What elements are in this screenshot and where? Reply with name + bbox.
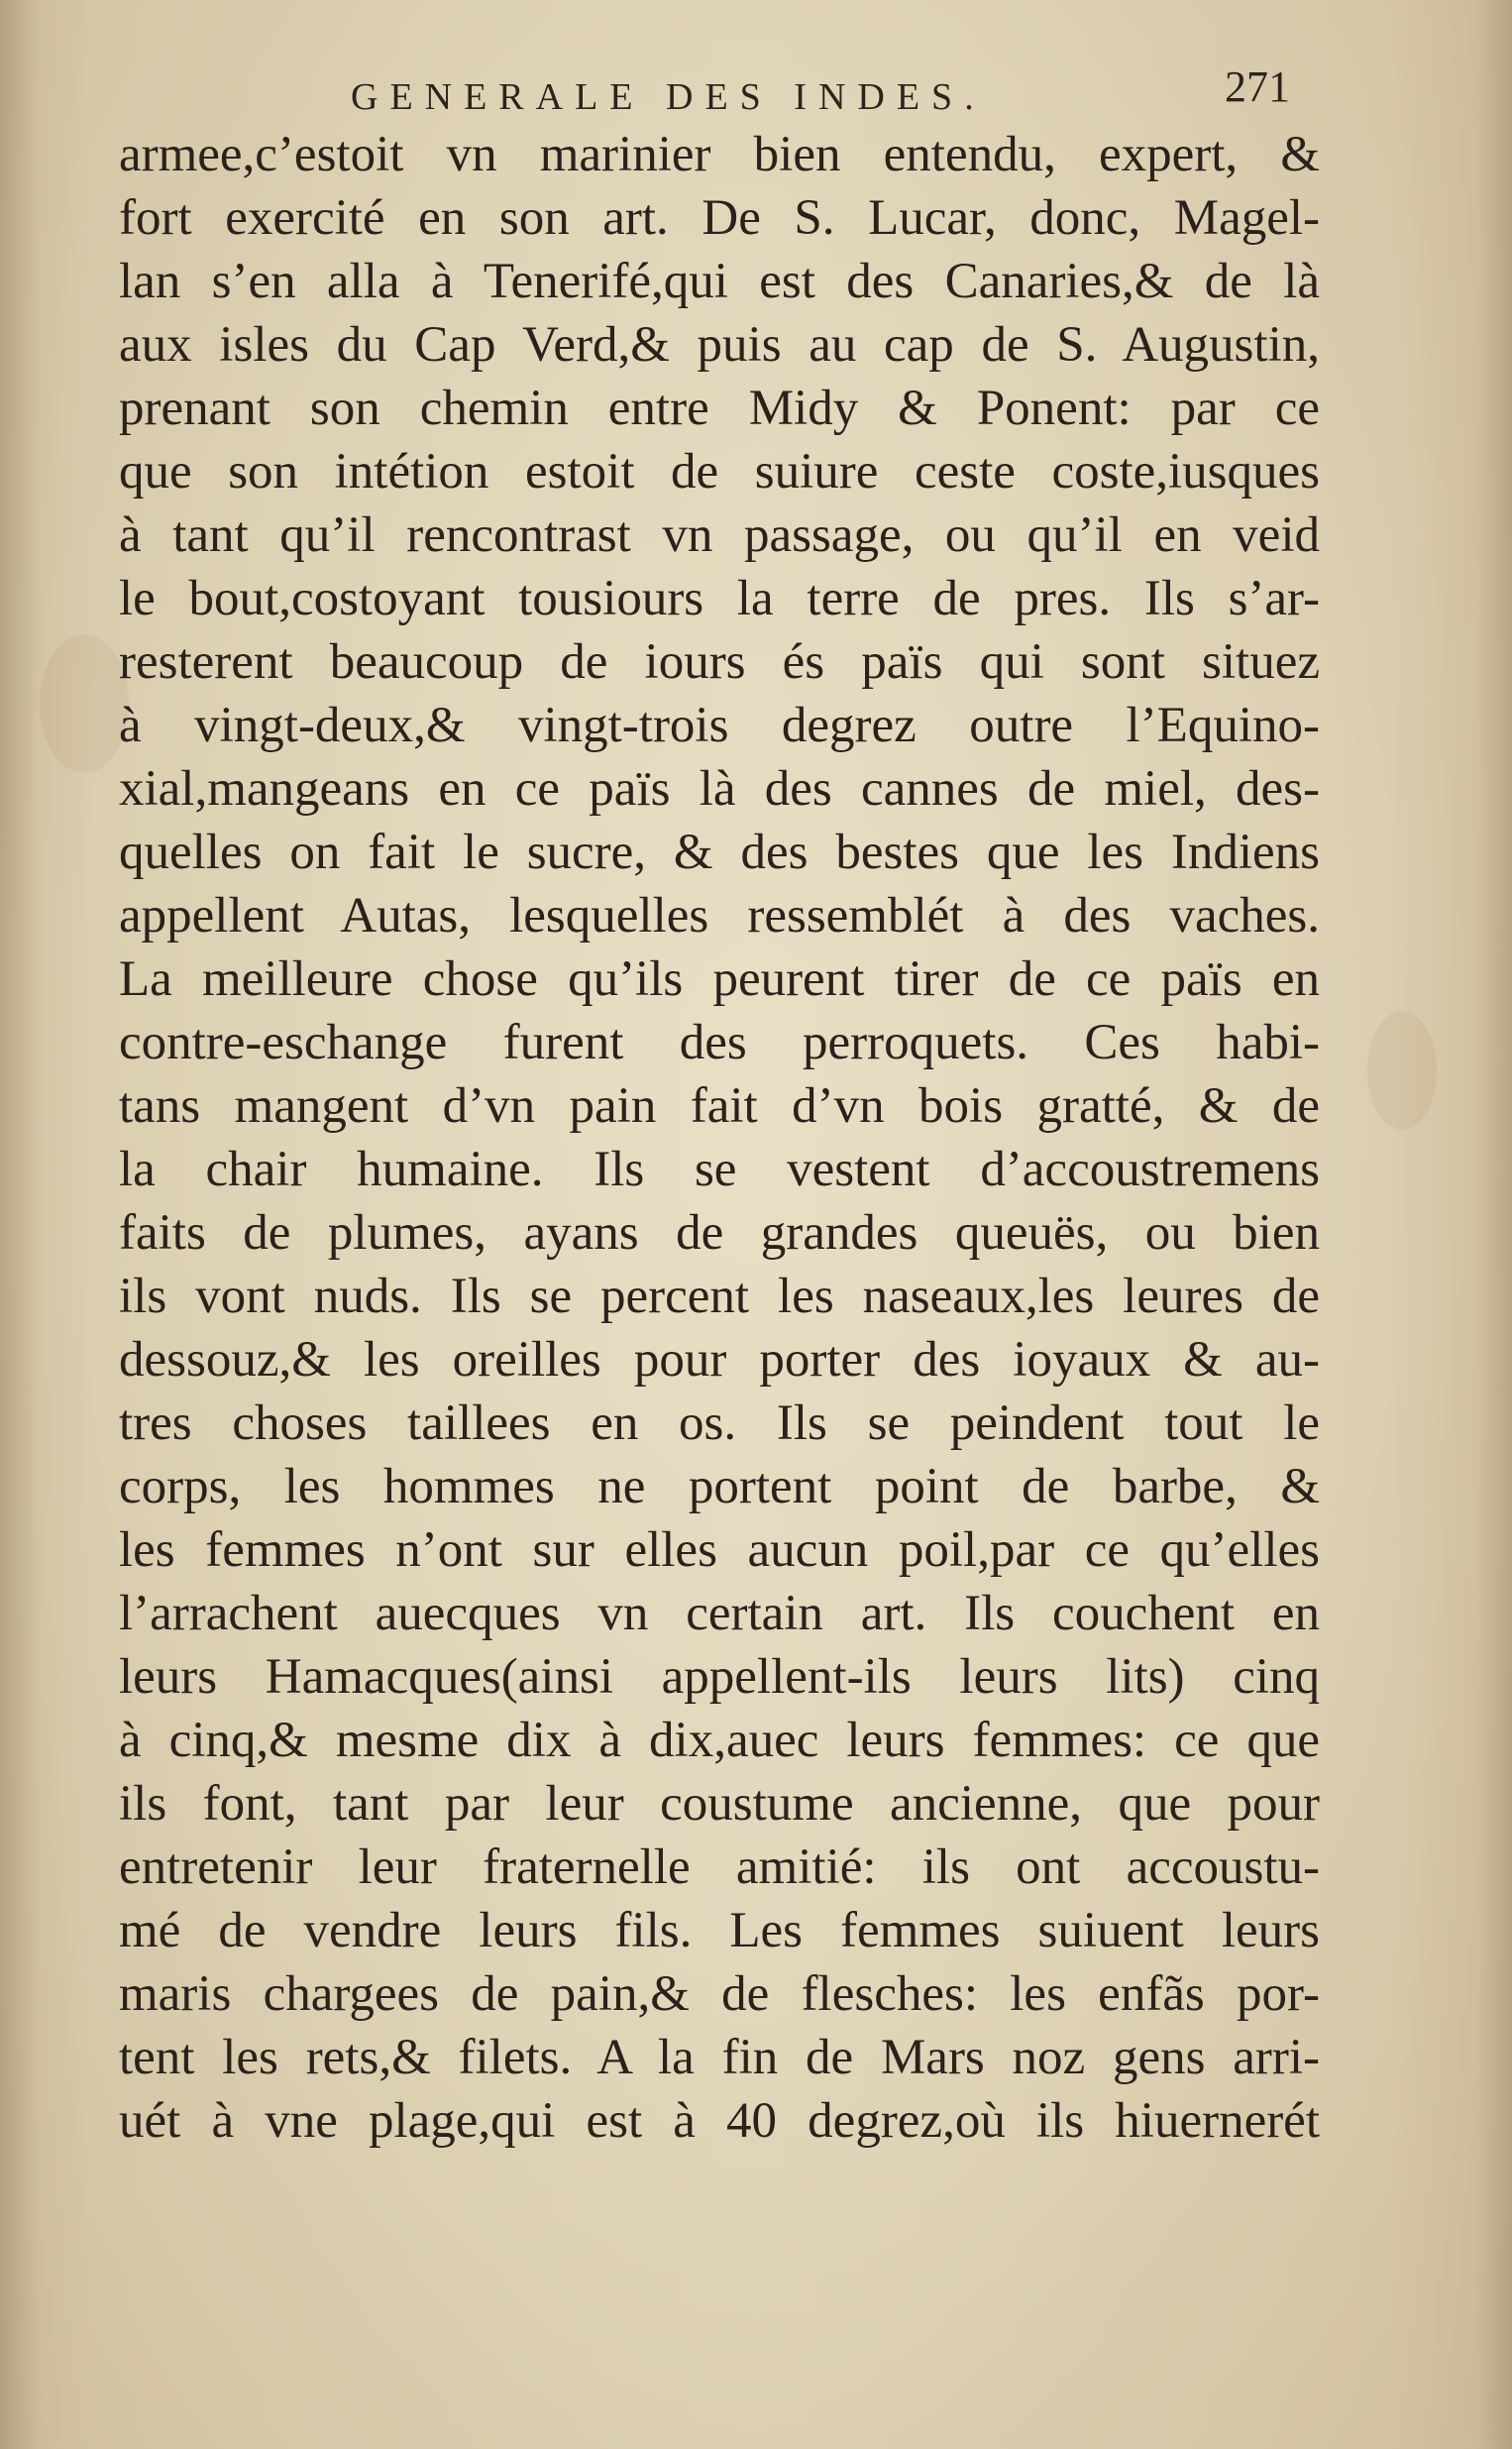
text-line: lan s’en alla à Tenerifé,qui est des Canaries,& de là xyxy=(119,254,1320,309)
page-gutter-shadow xyxy=(0,0,40,2449)
text-line: les femmes n’ont sur elles aucun poil,par ce qu’elles xyxy=(119,1522,1320,1578)
paper-stain xyxy=(40,634,129,773)
running-head: GENERALE DES INDES. xyxy=(351,76,986,118)
text-line: ils font, tant par leur coustume ancienne, que pour xyxy=(119,1776,1320,1832)
text-line: armee,c’estoit vn marinier bien entendu, expert, & xyxy=(119,127,1320,182)
text-line: ils vont nuds. Ils se percent les naseaux,les leures de xyxy=(119,1269,1320,1324)
text-line: tres choses taillees en os. Ils se peindent tout le xyxy=(119,1395,1320,1451)
text-line: à cinq,& mesme dix à dix,auec leurs femmes: ce que xyxy=(119,1713,1320,1768)
text-line: prenant son chemin entre Midy & Ponent: par ce xyxy=(119,381,1320,436)
page-number: 271 xyxy=(1225,62,1290,111)
text-line: tans mangent d’vn pain fait d’vn bois gratté, & de xyxy=(119,1078,1320,1134)
text-line: appellent Autas, lesquelles ressemblét à des vaches. xyxy=(119,888,1320,944)
text-line: le bout,costoyant tousiours la terre de pres. Ils s’ar- xyxy=(119,571,1320,626)
text-line: La meilleure chose qu’ils peurent tirer de ce païs en xyxy=(119,951,1320,1007)
text-line: uét à vne plage,qui est à 40 degrez,où ils hiuernerét xyxy=(119,2093,1320,2149)
text-line: faits de plumes, ayans de grandes queuës, ou bien xyxy=(119,1205,1320,1261)
body-text xyxy=(119,123,1320,2153)
text-line: corps, les hommes ne portent point de barbe, & xyxy=(119,1459,1320,1514)
text-line: resterent beaucoup de iours és païs qui sont situez xyxy=(119,634,1320,690)
text-line: tent les rets,& filets. A la fin de Mars noz gens arri- xyxy=(119,2030,1320,2085)
text-line: que son intétion estoit de suiure ceste coste,iusques xyxy=(119,444,1320,500)
text-line: aux isles du Cap Verd,& puis au cap de S. Augustin, xyxy=(119,317,1320,373)
text-line: à vingt-deux,& vingt-trois degrez outre l’Equino- xyxy=(119,698,1320,753)
text-line: l’arrachent auecques vn certain art. Ils couchent en xyxy=(119,1586,1320,1641)
text-line: la chair humaine. Ils se vestent d’accoustremens xyxy=(119,1142,1320,1197)
page-edge-shadow xyxy=(1476,0,1512,2449)
text-line: quelles on fait le sucre, & des bestes que les Indiens xyxy=(119,825,1320,880)
text-line: entretenir leur fraternelle amitié: ils ont accoustu- xyxy=(119,1839,1320,1895)
text-line: leurs Hamacques(ainsi appellent-ils leurs lits) cinq xyxy=(119,1649,1320,1705)
text-line: contre-eschange furent des perroquets. Ces habi- xyxy=(119,1015,1320,1070)
text-line: maris chargees de pain,& de flesches: les enfãs por- xyxy=(119,1966,1320,2022)
paper-stain xyxy=(1367,1011,1437,1130)
text-line: dessouz,& les oreilles pour porter des ioyaux & au- xyxy=(119,1332,1320,1388)
text-line: à tant qu’il rencontrast vn passage, ou qu’il en veid xyxy=(119,507,1320,563)
text-line: xial,mangeans en ce païs là des cannes de miel, des- xyxy=(119,761,1320,817)
text-line: mé de vendre leurs fils. Les femmes suiuent leurs xyxy=(119,1903,1320,1958)
text-line: fort exercité en son art. De S. Lucar, donc, Magel- xyxy=(119,190,1320,246)
